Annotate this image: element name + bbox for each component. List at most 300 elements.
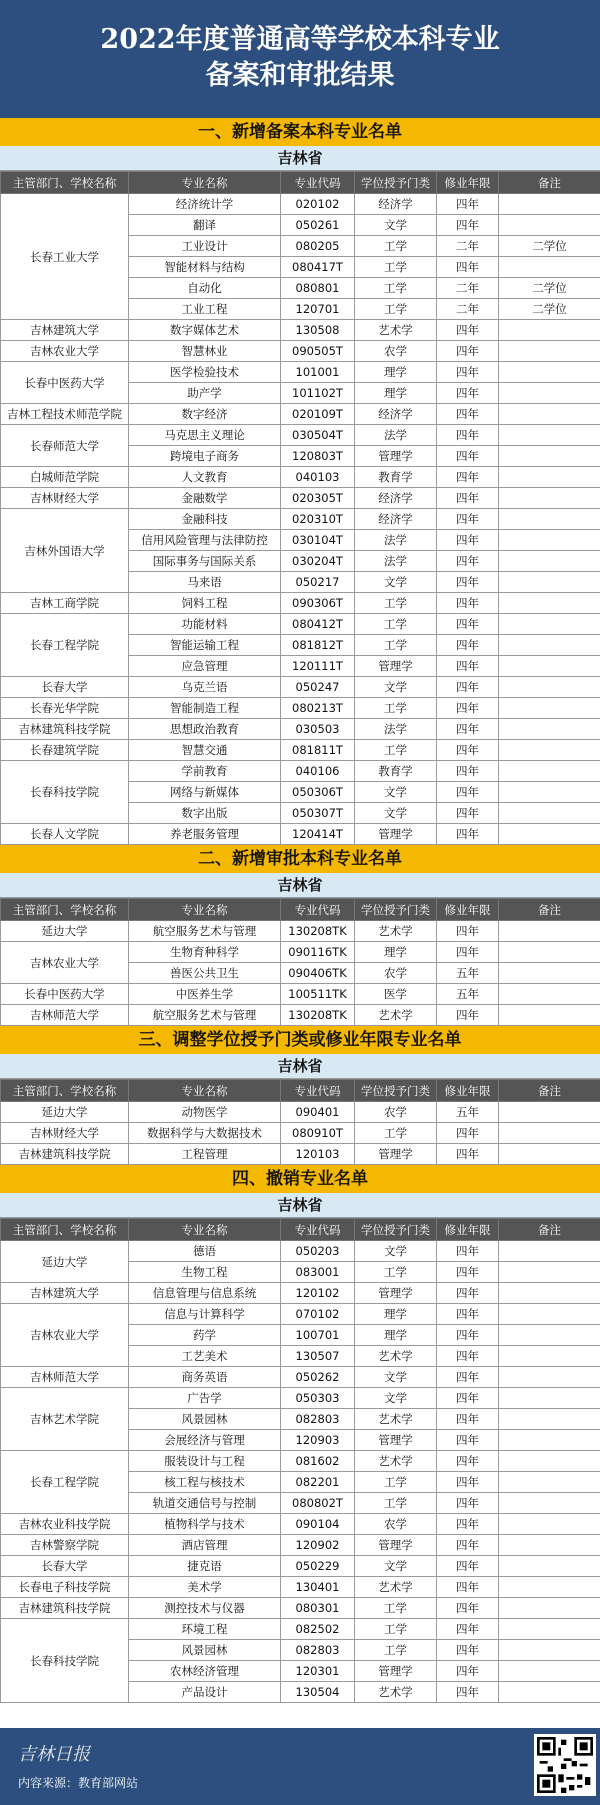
major-name-cell: 航空服务艺术与管理 — [129, 921, 281, 942]
major-name-cell: 风景园林 — [129, 1640, 281, 1661]
remark-cell — [499, 257, 600, 278]
study-years-cell: 四年 — [437, 446, 499, 467]
header-row — [1, 1219, 600, 1241]
table-row — [1, 1577, 600, 1598]
study-years-cell: 四年 — [437, 1682, 499, 1703]
column-header: 修业年限 — [437, 1219, 499, 1241]
table-row — [1, 1241, 600, 1262]
school-name-cell: 吉林农业大学 — [1, 1304, 129, 1367]
major-code-cell: 082803 — [281, 1409, 355, 1430]
study-years-cell: 四年 — [437, 614, 499, 635]
degree-category-cell: 文学 — [355, 677, 437, 698]
study-years-cell: 四年 — [437, 530, 499, 551]
study-years-cell: 四年 — [437, 656, 499, 677]
school-name-cell: 吉林师范大学 — [1, 1367, 129, 1388]
study-years-cell: 四年 — [437, 1451, 499, 1472]
degree-category-cell: 经济学 — [355, 194, 437, 215]
major-code-cell: 101001 — [281, 362, 355, 383]
remark-cell — [499, 656, 600, 677]
degree-category-cell: 法学 — [355, 425, 437, 446]
major-name-cell: 信息管理与信息系统 — [129, 1283, 281, 1304]
table-row — [1, 593, 600, 614]
degree-category-cell: 工学 — [355, 1472, 437, 1493]
major-code-cell: 030504T — [281, 425, 355, 446]
study-years-cell: 二年 — [437, 299, 499, 320]
major-name-cell: 智能材料与结构 — [129, 257, 281, 278]
major-code-cell: 082803 — [281, 1640, 355, 1661]
study-years-cell: 四年 — [437, 1367, 499, 1388]
major-name-cell: 网络与新媒体 — [129, 782, 281, 803]
school-name-cell: 吉林建筑大学 — [1, 320, 129, 341]
major-code-cell: 050229 — [281, 1556, 355, 1577]
column-header: 学位授予门类 — [355, 172, 437, 194]
remark-cell — [499, 782, 600, 803]
section-table — [0, 898, 600, 1026]
remark-cell — [499, 614, 600, 635]
major-name-cell: 广告学 — [129, 1388, 281, 1409]
province-label: 吉林省 — [0, 873, 600, 898]
major-code-cell: 050203 — [281, 1241, 355, 1262]
remark-cell — [499, 740, 600, 761]
school-name-cell: 吉林财经大学 — [1, 1123, 129, 1144]
major-name-cell: 自动化 — [129, 278, 281, 299]
column-header: 专业名称 — [129, 1219, 281, 1241]
column-header: 备注 — [499, 1219, 600, 1241]
remark-cell — [499, 1367, 600, 1388]
major-name-cell: 金融数学 — [129, 488, 281, 509]
study-years-cell: 四年 — [437, 593, 499, 614]
study-years-cell: 四年 — [437, 942, 499, 963]
major-name-cell: 生物工程 — [129, 1262, 281, 1283]
major-code-cell: 050306T — [281, 782, 355, 803]
degree-category-cell: 艺术学 — [355, 1577, 437, 1598]
degree-category-cell: 理学 — [355, 383, 437, 404]
major-name-cell: 测控技术与仪器 — [129, 1598, 281, 1619]
major-name-cell: 德语 — [129, 1241, 281, 1262]
degree-category-cell: 艺术学 — [355, 1682, 437, 1703]
table-row — [1, 1144, 600, 1165]
school-name-cell: 长春工业大学 — [1, 194, 129, 320]
table-row — [1, 1102, 600, 1123]
school-name-cell: 长春师范大学 — [1, 425, 129, 467]
school-name-cell: 长春大学 — [1, 1556, 129, 1577]
school-name-cell: 吉林艺术学院 — [1, 1388, 129, 1451]
major-code-cell: 090406TK — [281, 963, 355, 984]
degree-category-cell: 工学 — [355, 614, 437, 635]
remark-cell — [499, 1451, 600, 1472]
major-name-cell: 环境工程 — [129, 1619, 281, 1640]
header-row — [1, 1080, 600, 1102]
table-row — [1, 467, 600, 488]
degree-category-cell: 管理学 — [355, 446, 437, 467]
study-years-cell: 四年 — [437, 1472, 499, 1493]
table-row — [1, 1514, 600, 1535]
study-years-cell: 四年 — [437, 425, 499, 446]
table-row — [1, 1005, 600, 1026]
major-name-cell: 信息与计算科学 — [129, 1304, 281, 1325]
major-code-cell: 083001 — [281, 1262, 355, 1283]
degree-category-cell: 管理学 — [355, 1430, 437, 1451]
major-name-cell: 马来语 — [129, 572, 281, 593]
school-name-cell: 吉林农业科技学院 — [1, 1514, 129, 1535]
study-years-cell: 四年 — [437, 1304, 499, 1325]
major-name-cell: 信用风险管理与法律防控 — [129, 530, 281, 551]
section-title: 二、新增审批本科专业名单 — [0, 845, 600, 873]
major-name-cell: 美术学 — [129, 1577, 281, 1598]
major-code-cell: 130401 — [281, 1577, 355, 1598]
major-name-cell: 数字经济 — [129, 404, 281, 425]
degree-category-cell: 文学 — [355, 572, 437, 593]
major-name-cell: 航空服务艺术与管理 — [129, 1005, 281, 1026]
table-row — [1, 761, 600, 782]
study-years-cell: 五年 — [437, 963, 499, 984]
table-row — [1, 1123, 600, 1144]
degree-category-cell: 工学 — [355, 1598, 437, 1619]
footer — [0, 1728, 600, 1805]
degree-category-cell: 文学 — [355, 1388, 437, 1409]
remark-cell — [499, 761, 600, 782]
remark-cell — [499, 1640, 600, 1661]
major-name-cell: 应急管理 — [129, 656, 281, 677]
degree-category-cell: 工学 — [355, 1619, 437, 1640]
remark-cell — [499, 1598, 600, 1619]
remark-cell — [499, 1304, 600, 1325]
remark-cell — [499, 1661, 600, 1682]
study-years-cell: 四年 — [437, 341, 499, 362]
section-title: 一、新增备案本科专业名单 — [0, 118, 600, 146]
column-header: 备注 — [499, 1080, 600, 1102]
school-name-cell: 吉林工商学院 — [1, 593, 129, 614]
column-header: 主管部门、学校名称 — [1, 899, 129, 921]
major-code-cell: 050303 — [281, 1388, 355, 1409]
school-name-cell: 延边大学 — [1, 1241, 129, 1283]
major-code-cell: 050217 — [281, 572, 355, 593]
page-title-line2: 备案和审批结果 — [205, 60, 395, 91]
major-name-cell: 数字出版 — [129, 803, 281, 824]
school-name-cell: 吉林农业大学 — [1, 942, 129, 984]
major-code-cell: 130208TK — [281, 1005, 355, 1026]
newspaper-logo: 吉林日报 — [18, 1744, 90, 1765]
degree-category-cell: 工学 — [355, 1493, 437, 1514]
school-name-cell: 吉林财经大学 — [1, 488, 129, 509]
degree-category-cell: 工学 — [355, 635, 437, 656]
study-years-cell: 四年 — [437, 719, 499, 740]
column-header: 备注 — [499, 172, 600, 194]
remark-cell — [499, 1283, 600, 1304]
major-code-cell: 040106 — [281, 761, 355, 782]
study-years-cell: 四年 — [437, 1661, 499, 1682]
major-code-cell: 120102 — [281, 1283, 355, 1304]
major-name-cell: 服装设计与工程 — [129, 1451, 281, 1472]
major-name-cell: 农林经济管理 — [129, 1661, 281, 1682]
school-name-cell: 吉林建筑科技学院 — [1, 719, 129, 740]
column-header: 学位授予门类 — [355, 1219, 437, 1241]
degree-category-cell: 农学 — [355, 341, 437, 362]
school-name-cell: 吉林警察学院 — [1, 1535, 129, 1556]
study-years-cell: 四年 — [437, 1123, 499, 1144]
table-row — [1, 1304, 600, 1325]
study-years-cell: 四年 — [437, 467, 499, 488]
remark-cell — [499, 1388, 600, 1409]
column-header: 专业代码 — [281, 899, 355, 921]
table-row — [1, 1619, 600, 1640]
school-name-cell: 长春工程学院 — [1, 614, 129, 677]
remark-cell — [499, 1472, 600, 1493]
study-years-cell: 四年 — [437, 761, 499, 782]
column-header: 主管部门、学校名称 — [1, 1219, 129, 1241]
major-code-cell: 090401 — [281, 1102, 355, 1123]
remark-cell — [499, 1682, 600, 1703]
major-name-cell: 国际事务与国际关系 — [129, 551, 281, 572]
remark-cell — [499, 803, 600, 824]
table-row — [1, 362, 600, 383]
page-header — [0, 0, 600, 118]
major-name-cell: 生物育种科学 — [129, 942, 281, 963]
remark-cell — [499, 1535, 600, 1556]
study-years-cell: 四年 — [437, 1241, 499, 1262]
major-code-cell: 020102 — [281, 194, 355, 215]
remark-cell — [499, 1409, 600, 1430]
table-row — [1, 719, 600, 740]
degree-category-cell: 经济学 — [355, 509, 437, 530]
study-years-cell: 五年 — [437, 1102, 499, 1123]
school-name-cell: 长春中医药大学 — [1, 984, 129, 1005]
source-note: 内容来源：教育部网站 — [18, 1776, 139, 1790]
major-code-cell: 050307T — [281, 803, 355, 824]
study-years-cell: 四年 — [437, 1619, 499, 1640]
school-name-cell: 吉林外国语大学 — [1, 509, 129, 593]
table-row — [1, 194, 600, 215]
degree-category-cell: 经济学 — [355, 404, 437, 425]
school-name-cell: 吉林师范大学 — [1, 1005, 129, 1026]
degree-category-cell: 艺术学 — [355, 1451, 437, 1472]
study-years-cell: 四年 — [437, 1493, 499, 1514]
table-row — [1, 425, 600, 446]
major-code-cell: 080802T — [281, 1493, 355, 1514]
major-name-cell: 经济统计学 — [129, 194, 281, 215]
major-name-cell: 饲料工程 — [129, 593, 281, 614]
degree-category-cell: 法学 — [355, 551, 437, 572]
study-years-cell: 四年 — [437, 1346, 499, 1367]
school-name-cell: 吉林工程技术师范学院 — [1, 404, 129, 425]
degree-category-cell: 工学 — [355, 1123, 437, 1144]
degree-category-cell: 文学 — [355, 782, 437, 803]
degree-category-cell: 工学 — [355, 299, 437, 320]
remark-cell — [499, 572, 600, 593]
degree-category-cell: 管理学 — [355, 824, 437, 845]
major-name-cell: 学前教育 — [129, 761, 281, 782]
remark-cell — [499, 530, 600, 551]
school-name-cell: 吉林建筑科技学院 — [1, 1144, 129, 1165]
school-name-cell: 吉林建筑大学 — [1, 1283, 129, 1304]
remark-cell — [499, 1123, 600, 1144]
remark-cell — [499, 1514, 600, 1535]
major-name-cell: 人文教育 — [129, 467, 281, 488]
study-years-cell: 四年 — [437, 1430, 499, 1451]
major-name-cell: 商务英语 — [129, 1367, 281, 1388]
table-row — [1, 1388, 600, 1409]
section-table — [0, 1079, 600, 1165]
major-name-cell: 产品设计 — [129, 1682, 281, 1703]
major-name-cell: 思想政治教育 — [129, 719, 281, 740]
study-years-cell: 四年 — [437, 1005, 499, 1026]
major-name-cell: 捷克语 — [129, 1556, 281, 1577]
school-name-cell: 长春建筑学院 — [1, 740, 129, 761]
remark-cell — [499, 719, 600, 740]
remark-cell — [499, 551, 600, 572]
major-code-cell: 040103 — [281, 467, 355, 488]
major-code-cell: 090505T — [281, 341, 355, 362]
remark-cell — [499, 1430, 600, 1451]
remark-cell — [499, 1241, 600, 1262]
degree-category-cell: 工学 — [355, 257, 437, 278]
table-row — [1, 1598, 600, 1619]
degree-category-cell: 工学 — [355, 740, 437, 761]
degree-category-cell: 农学 — [355, 1102, 437, 1123]
remark-cell — [499, 1346, 600, 1367]
major-code-cell: 130208TK — [281, 921, 355, 942]
remark-cell — [499, 404, 600, 425]
column-header: 专业名称 — [129, 1080, 281, 1102]
major-name-cell: 智慧交通 — [129, 740, 281, 761]
major-name-cell: 智慧林业 — [129, 341, 281, 362]
table-row — [1, 921, 600, 942]
degree-category-cell: 管理学 — [355, 1144, 437, 1165]
degree-category-cell: 工学 — [355, 698, 437, 719]
major-name-cell: 数字媒体艺术 — [129, 320, 281, 341]
study-years-cell: 四年 — [437, 1262, 499, 1283]
remark-cell — [499, 467, 600, 488]
table-row — [1, 1367, 600, 1388]
study-years-cell: 四年 — [437, 404, 499, 425]
study-years-cell: 四年 — [437, 803, 499, 824]
table-row — [1, 341, 600, 362]
table-row — [1, 1451, 600, 1472]
table-row — [1, 1283, 600, 1304]
remark-cell — [499, 984, 600, 1005]
major-name-cell: 轨道交通信号与控制 — [129, 1493, 281, 1514]
major-code-cell: 120111T — [281, 656, 355, 677]
major-code-cell: 120803T — [281, 446, 355, 467]
qr-code-icon — [534, 1734, 596, 1796]
major-name-cell: 植物科学与技术 — [129, 1514, 281, 1535]
major-code-cell: 080301 — [281, 1598, 355, 1619]
remark-cell — [499, 824, 600, 845]
major-name-cell: 会展经济与管理 — [129, 1430, 281, 1451]
table-row — [1, 698, 600, 719]
table-row — [1, 740, 600, 761]
study-years-cell: 四年 — [437, 257, 499, 278]
remark-cell — [499, 593, 600, 614]
degree-category-cell: 文学 — [355, 803, 437, 824]
table-row — [1, 824, 600, 845]
degree-category-cell: 农学 — [355, 1514, 437, 1535]
school-name-cell: 长春光华学院 — [1, 698, 129, 719]
degree-category-cell: 艺术学 — [355, 1409, 437, 1430]
major-name-cell: 兽医公共卫生 — [129, 963, 281, 984]
remark-cell — [499, 677, 600, 698]
major-code-cell: 050262 — [281, 1367, 355, 1388]
school-name-cell: 白城师范学院 — [1, 467, 129, 488]
study-years-cell: 四年 — [437, 1388, 499, 1409]
school-name-cell: 延边大学 — [1, 921, 129, 942]
major-code-cell: 130504 — [281, 1682, 355, 1703]
degree-category-cell: 理学 — [355, 1325, 437, 1346]
remark-cell — [499, 362, 600, 383]
study-years-cell: 二年 — [437, 236, 499, 257]
major-name-cell: 中医养生学 — [129, 984, 281, 1005]
degree-category-cell: 文学 — [355, 1556, 437, 1577]
major-code-cell: 030503 — [281, 719, 355, 740]
degree-category-cell: 工学 — [355, 236, 437, 257]
degree-category-cell: 文学 — [355, 1241, 437, 1262]
study-years-cell: 四年 — [437, 215, 499, 236]
remark-cell — [499, 425, 600, 446]
remark-cell — [499, 1005, 600, 1026]
column-header: 学位授予门类 — [355, 1080, 437, 1102]
major-name-cell: 医学检验技术 — [129, 362, 281, 383]
study-years-cell: 四年 — [437, 635, 499, 656]
major-code-cell: 050261 — [281, 215, 355, 236]
column-header: 专业代码 — [281, 172, 355, 194]
degree-category-cell: 工学 — [355, 278, 437, 299]
school-name-cell: 吉林建筑科技学院 — [1, 1598, 129, 1619]
major-code-cell: 120103 — [281, 1144, 355, 1165]
major-code-cell: 081811T — [281, 740, 355, 761]
degree-category-cell: 艺术学 — [355, 921, 437, 942]
major-code-cell: 020109T — [281, 404, 355, 425]
degree-category-cell: 管理学 — [355, 656, 437, 677]
remark-cell — [499, 698, 600, 719]
remark-cell — [499, 1619, 600, 1640]
section-title: 四、撤销专业名单 — [0, 1165, 600, 1193]
table-row — [1, 404, 600, 425]
study-years-cell: 四年 — [437, 824, 499, 845]
study-years-cell: 四年 — [437, 509, 499, 530]
table-row — [1, 677, 600, 698]
degree-category-cell: 艺术学 — [355, 320, 437, 341]
remark-cell — [499, 320, 600, 341]
major-code-cell: 101102T — [281, 383, 355, 404]
major-name-cell: 智能制造工程 — [129, 698, 281, 719]
major-code-cell: 030104T — [281, 530, 355, 551]
remark-cell: 二学位 — [499, 278, 600, 299]
degree-category-cell: 法学 — [355, 530, 437, 551]
remark-cell — [499, 1325, 600, 1346]
degree-category-cell: 文学 — [355, 1367, 437, 1388]
major-code-cell: 081812T — [281, 635, 355, 656]
school-name-cell: 延边大学 — [1, 1102, 129, 1123]
major-code-cell: 120903 — [281, 1430, 355, 1451]
major-name-cell: 工程管理 — [129, 1144, 281, 1165]
remark-cell — [499, 509, 600, 530]
major-name-cell: 养老服务管理 — [129, 824, 281, 845]
province-label: 吉林省 — [0, 1193, 600, 1218]
major-name-cell: 酒店管理 — [129, 1535, 281, 1556]
school-name-cell: 长春科技学院 — [1, 1619, 129, 1703]
major-name-cell: 翻译 — [129, 215, 281, 236]
study-years-cell: 四年 — [437, 1640, 499, 1661]
degree-category-cell: 教育学 — [355, 467, 437, 488]
table-row — [1, 320, 600, 341]
study-years-cell: 五年 — [437, 984, 499, 1005]
province-label: 吉林省 — [0, 146, 600, 171]
remark-cell: 二学位 — [499, 299, 600, 320]
table-row — [1, 1535, 600, 1556]
remark-cell: 二学位 — [499, 236, 600, 257]
major-code-cell: 080205 — [281, 236, 355, 257]
table-row — [1, 984, 600, 1005]
